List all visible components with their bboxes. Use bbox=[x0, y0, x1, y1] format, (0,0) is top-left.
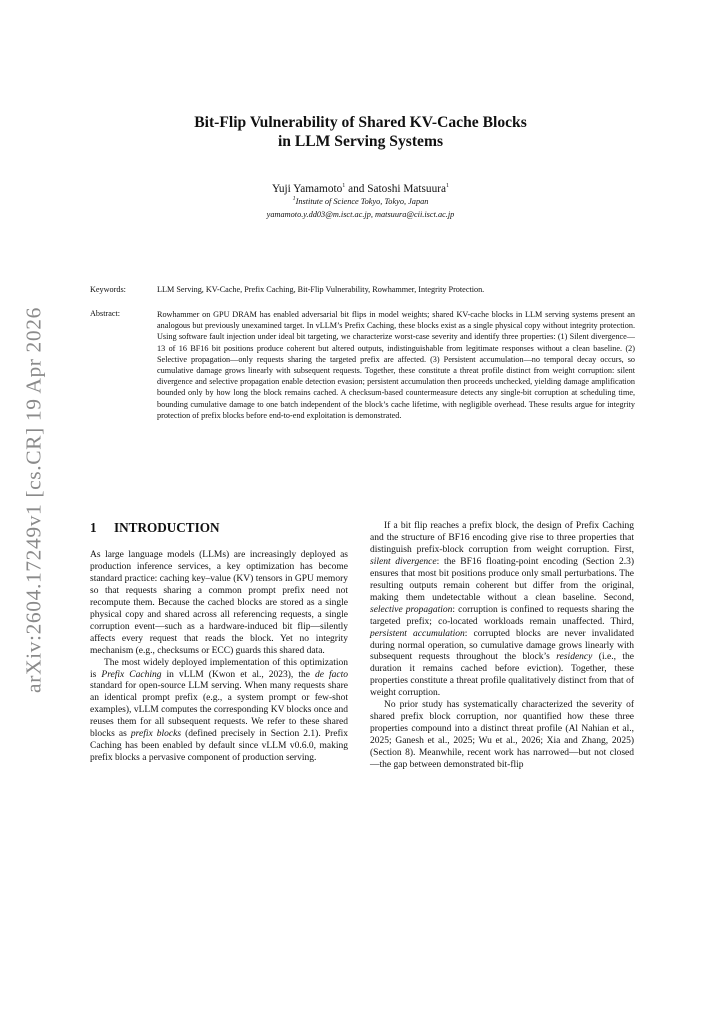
keywords-label: Keywords: bbox=[90, 285, 126, 294]
affiliation-text: Institute of Science Tokyo, Tokyo, Japan bbox=[295, 197, 429, 206]
intro-paragraph-1: As large language models (LLMs) are increasingly deployed as production inference services, a key optimization has become standard practice: caching key–value (KV) tensors in GPU memory so that requests sharing a common prompt prefix need not recompute them. Because the cached blocks are stored as a single physical copy and shared across all referencing requests, a single corruption event—such as a hardware-induced bit flip—silently affects every request that reads the block. Yet no integrity mechanism (e.g., checksums or ECC) guards this shared data. bbox=[90, 550, 348, 656]
paragraph-text: If a bit flip reaches a prefix block, the design of Prefix Caching and the structure of BF16 encoding give rise to three properties that distinguish prefix-block corruption from weight corruption. First, bbox=[370, 521, 634, 555]
paragraph-text: : corrupted blocks are never invalidated during normal operation, so cumulative damage grows linearly with subsequent requests throughout the block’s bbox=[370, 628, 635, 663]
affiliation bbox=[90, 197, 631, 206]
intro-paragraph-3 bbox=[370, 521, 634, 700]
abstract-label: Abstract: bbox=[90, 309, 121, 318]
author-conjunction: and bbox=[345, 183, 368, 195]
paragraph-text: in vLLM (Kwon et al., 2023), the bbox=[161, 669, 315, 680]
emphasis-de-facto: de facto bbox=[315, 669, 349, 680]
paragraph-text: : corruption is confined to requests sharing the targeted prefix; co-located workloads remain unaffected. Third, bbox=[370, 604, 634, 627]
abstract-text: Rowhammer on GPU DRAM has enabled adversarial bit flips in model weights; shared KV-cache blocks in LLM serving systems present an analogous but previously unexamined target. In vLLM’s Prefix Caching, these blocks exist as a single physical copy without integrity protection. Using software fault injection under ideal bit targeting, we characterize worst-case severity and identify three properties: (1) Silent divergence—13 of 16 BF16 bit positions produce coherent but altered outputs, indistinguishable from legitimate responses without a clean baseline. (2) Selective propagation—only requests sharing the targeted prefix are affected. (3) Persistent accumulation—no temporal decay occurs, so cumulative damage grows linearly with subsequent requests. Together, these constitute a threat profile distinct from weight corruption: silent divergence and selective propagation enable detection evasion; persistent accumulation then proceeds unchecked, yielding damage amplification bounded only by how long the block remains cached. A checksum-based countermeasure detects any single-bit corruption at scheduling time, bounding cumulative damage to one batch independent of the block’s cache lifetime, with negligible overhead. These results argue for integrity protection of prefix blocks before end-to-end exploitation is demonstrated. bbox=[157, 310, 635, 420]
author-1-affil-mark: 1 bbox=[342, 183, 346, 190]
intro-paragraph-2 bbox=[90, 658, 348, 766]
affiliation-mark: 1 bbox=[292, 196, 296, 203]
title-line-2: in LLM Serving Systems bbox=[277, 133, 444, 150]
author-1: Yuji Yamamoto bbox=[271, 183, 343, 195]
paragraph-text: (defined precisely in Section 2.1). Prefix Caching has been enabled by default since vLLM v0.6.0, making prefix blocks a pervasive component of production serving. bbox=[90, 729, 349, 764]
author-line bbox=[90, 183, 631, 195]
right-column bbox=[370, 521, 634, 772]
paragraph-text: standard for open-source LLM serving. When many requests share an identical prompt prefix (e.g., a system prompt or few-shot examples), vLLM computes the corresponding KV blocks once and reuses them for all subsequent requests. We refer to these shared blocks as bbox=[90, 681, 348, 740]
paragraph-text: : the BF16 floating-point encoding (Section 2.3) ensures that most bit positions produce only small perturbations. The resulting outputs remain coherent but differ from the original, making them undetectable without a clean baseline. Second, bbox=[370, 556, 634, 603]
author-2-affil-mark: 1 bbox=[446, 183, 450, 190]
paragraph-text: (i.e., the duration it remains cached before eviction). Together, these properties constitute a threat profile qualitatively distinct from that of weight corruption. bbox=[370, 652, 634, 699]
emphasis-residency: residency bbox=[556, 652, 593, 663]
section-heading bbox=[90, 520, 220, 536]
section-number: 1 bbox=[90, 520, 97, 535]
paper-title bbox=[90, 113, 631, 151]
title-line-1: Bit-Flip Vulnerability of Shared KV-Cache Blocks bbox=[194, 114, 527, 131]
author-2: Satoshi Matsuura bbox=[367, 183, 447, 195]
emphasis-persistent-accumulation: persistent accumulation bbox=[370, 628, 465, 639]
emphasis-selective-propagation: selective propagation bbox=[370, 604, 453, 615]
left-column bbox=[90, 550, 348, 765]
section-title: INTRODUCTION bbox=[114, 520, 220, 535]
arxiv-identifier-sidebar bbox=[14, 300, 54, 700]
paragraph-text: The most widely deployed implementation of this optimization is bbox=[90, 657, 348, 680]
author-emails: yamamoto.y.dd03@m.isct.ac.jp, matsuura@cii.isct.ac.jp bbox=[266, 210, 455, 219]
emphasis-prefix-caching: Prefix Caching bbox=[101, 669, 162, 680]
arxiv-identifier-text: arXiv:2604.17249v1 [cs.CR] 19 Apr 2026 bbox=[21, 307, 46, 693]
emphasis-silent-divergence: silent divergence bbox=[370, 556, 437, 567]
emphasis-prefix-blocks: prefix blocks bbox=[130, 729, 182, 740]
intro-paragraph-4: No prior study has systematically characterized the severity of shared prefix block corruption, nor quantified how these three properties compound into a distinct threat profile (Al Nahian et al., 2025; Ganesh et al., 2025; Wu et al., 2026; Xia and Zhang, 2025) (Section 8). Meanwhile, recent work has narrowed—but not closed—the gap between demonstrated bit-flip bbox=[370, 700, 634, 771]
keywords-text: LLM Serving, KV-Cache, Prefix Caching, Bit-Flip Vulnerability, Rowhammer, Integrity Protection. bbox=[157, 285, 485, 294]
